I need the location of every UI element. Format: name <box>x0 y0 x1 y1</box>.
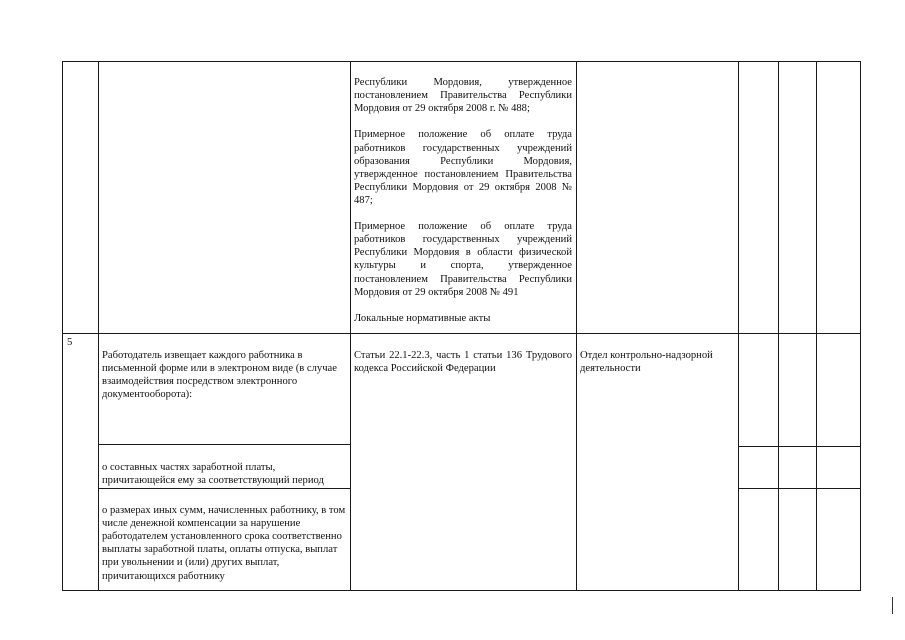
table-top-border <box>62 61 861 62</box>
row-number: 5 <box>67 337 73 348</box>
legal-acts-cell <box>354 63 572 333</box>
column-divider <box>778 61 779 591</box>
table-left-border <box>62 61 63 591</box>
column-divider <box>738 61 739 591</box>
requirement-text <box>102 336 346 415</box>
requirement-paragraph: Работодатель извещает каждого работника в письменной форме или в электроном виде (в случае взаимодействия посредством электронного документооборота): <box>102 350 337 401</box>
scan-edge-mark <box>892 597 893 614</box>
legal-act-text: Локальные нормативные акты <box>354 312 491 324</box>
column-divider <box>576 61 577 591</box>
column-divider <box>350 61 351 591</box>
legal-act-text: Республики Мордовия, утвержденное постановлением Правительства Республики Мордовия от 29 октября 2008 г. № 488; <box>354 77 572 115</box>
legal-act-text: Статьи 22.1-22.3, часть 1 статьи 136 Трудового кодекса Российской Федерации <box>354 350 572 375</box>
legal-act-text: Примерное положение об оплате труда работников государственных учреждений образования Республики Мордовия, утвержденное постановлением Правительства Республики Мордовия от 29 октября 2008 № 487; <box>354 129 572 206</box>
column-divider <box>98 61 99 591</box>
column-divider <box>816 61 817 591</box>
subrow-divider-right <box>738 488 861 489</box>
department-paragraph: Отдел контрольно-надзорной деятельности <box>580 350 713 375</box>
subrow-divider <box>98 444 350 445</box>
sub-item-paragraph: о размерах иных сумм, начисленных работнику, в том числе денежной компенсации за нарушение работодателем установленного срока соответственно выплаты заработной платы, оплаты отпуска, выплат при увольнении и (или) других выплат, причитающихся работнику <box>102 505 346 582</box>
sub-item-text <box>102 491 348 591</box>
sub-item-paragraph: о составных частях заработной платы, причитающейся ему за соответствующий период <box>102 462 324 487</box>
subrow-divider-right <box>738 446 861 447</box>
table-right-border <box>860 61 861 591</box>
row-divider <box>62 333 861 334</box>
department-text <box>580 336 730 388</box>
legal-act-text: Примерное положение об оплате труда работников государственных учреждений Республики Мордовия в области физической культуры и спорта, утвержденное постановлением Правительства Республики Мордовия от 29 октября 2008 № 491 <box>354 221 572 298</box>
legal-acts-cell <box>354 336 572 388</box>
